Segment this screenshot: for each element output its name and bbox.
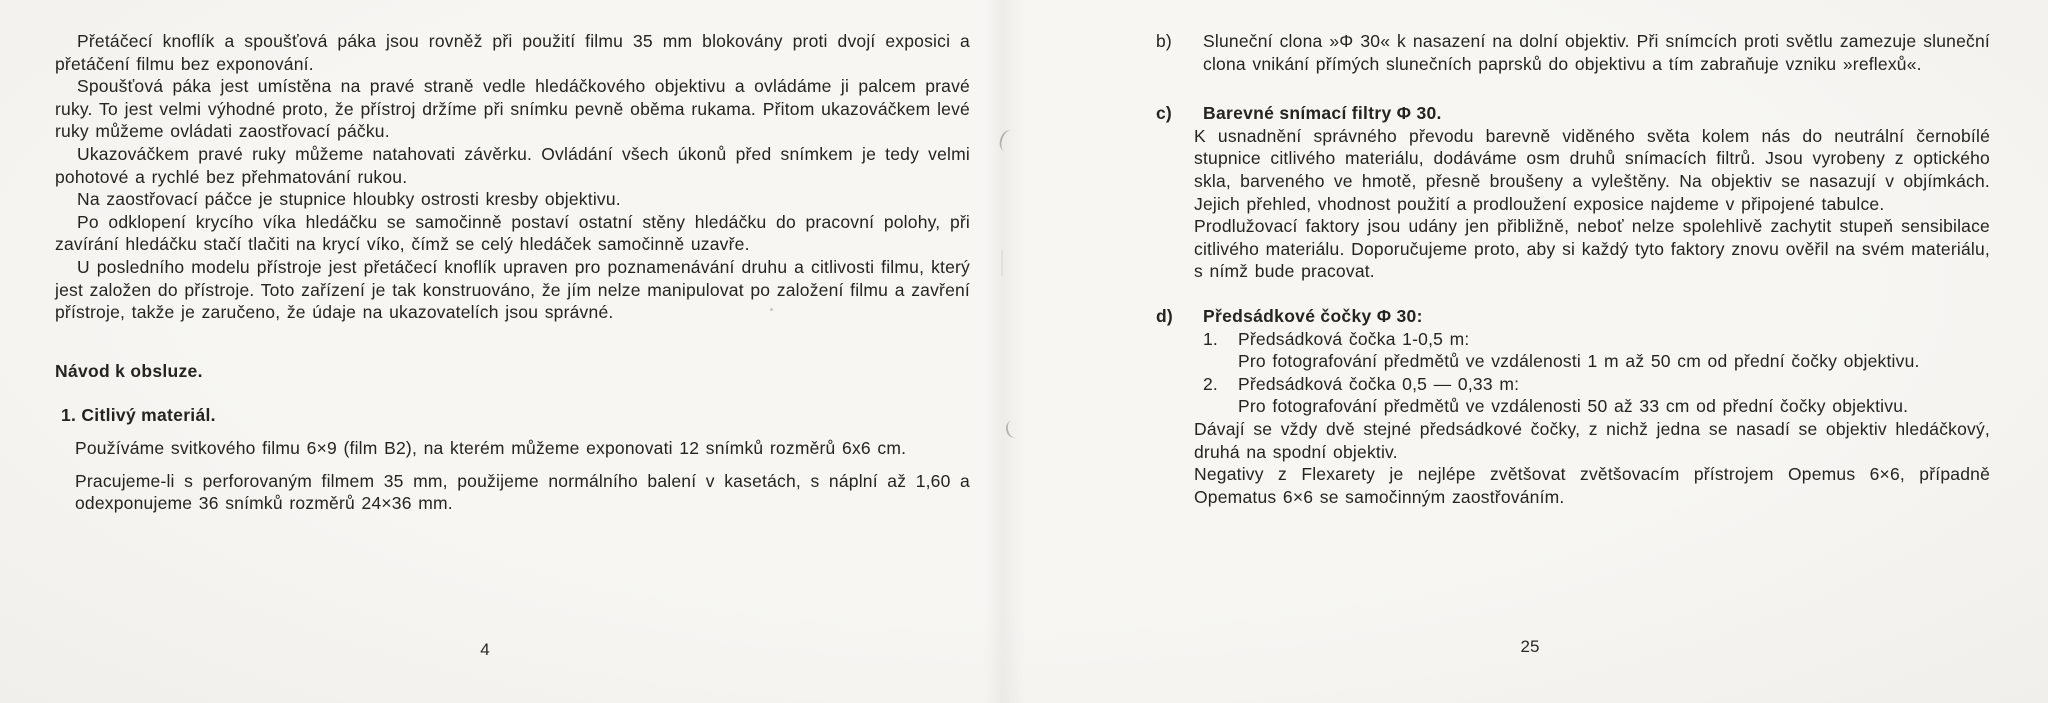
list-item-text: Pro fotografování předmětů ve vzdálenosti 1 m až 50 cm od přední čočky objektivu.	[1238, 351, 1920, 372]
list-item-number: 2.	[1203, 373, 1218, 394]
list-item-number: 1.	[1203, 328, 1218, 349]
item-c	[1158, 102, 1990, 283]
list-item-title: Předsádková čočka 1-0,5 m:	[1238, 328, 1470, 349]
section-heading: Návod k obsluze.	[55, 360, 203, 381]
item-heading: Předsádkové čočky Φ 30:	[1203, 305, 1423, 326]
list-item	[1203, 328, 1990, 373]
subsection-heading: 1. Citlivý materiál.	[61, 405, 216, 426]
list-item-title: Předsádková čočka 0,5 — 0,33 m:	[1238, 373, 1520, 394]
page-number: 4	[480, 640, 490, 659]
paragraph: K usnadnění správného převodu barevně viděného světa kolem nás do neutrální černobílé stupnice citlivého materiálu, dodáváme osm druhů snímacích filtrů. Jsou vyrobeny z optického skla, barveného ve hmotě, přesně broušeny a vyleštěny. Na objektiv se nasazují v objímkách. Jejich přehled, vhodnost použití a prodloužení exposice najdeme v připojené tabulce.	[1194, 125, 1990, 214]
subsection-body	[75, 437, 970, 515]
paragraph: Prodlužovací faktory jsou udány jen přibližně, neboť nelze spolehlivě zachytit stupeň sensibilace citlivého materiálu. Doporučujeme proto, aby si každý tyto faktory znovu ověřil na svém materiálu, s nímž bude pracovat.	[1194, 216, 1990, 282]
list-item-text: Pro fotografování předmětů ve vzdálenosti 50 až 33 cm od přední čočky objektivu.	[1238, 396, 1909, 417]
numbered-list	[1203, 328, 1990, 418]
page-gutter-shadow	[985, 0, 1025, 703]
paragraph: Přetáčecí knoflík a spoušťová páka jsou rovněž při použití filmu 35 mm blokovány proti dvojí exposici a přetáčení filmu bez exponování.	[55, 31, 970, 74]
list-item	[1203, 373, 1990, 418]
item-label: d)	[1156, 305, 1173, 326]
item-body	[1158, 125, 1990, 283]
scan-speck	[1001, 250, 1003, 276]
right-page	[1158, 30, 1990, 508]
page-number: 25	[1520, 637, 1540, 656]
left-page	[55, 30, 970, 515]
paragraph: Ukazováčkem pravé ruky můžeme natahovati závěrku. Ovládání všech úkonů před snímkem je tedy velmi pohotové a rychlé bez přehmatování rukou.	[55, 143, 970, 187]
item-body	[1158, 418, 1990, 508]
item-label: b)	[1156, 31, 1172, 51]
item-text: Sluneční clona »Φ 30« k nasazení na dolní objektiv. Při snímcích proti světlu zamezuje sluneční clona vnikání přímých slunečních paprsků do objektivu a tím zabraňuje vzniku »reflexů«.	[1203, 31, 1990, 74]
item-d	[1158, 305, 1990, 508]
paragraph: Po odklopení krycího víka hledáčku se samočinně postaví ostatní stěny hledáčku do pracovní polohy, při zavírání hledáčku stačí tlačiti na krycí víko, čímž se celý hledáček samočinně uzavře.	[55, 211, 970, 255]
paragraph: Na zaostřovací páčce je stupnice hloubky ostrosti kresby objektivu.	[77, 189, 621, 210]
paragraph: Spoušťová páka jest umístěna na pravé straně vedle hledáčkového objektivu a ovládáme ji palcem pravé ruky. To jest velmi výhodné proto, že přístroj držíme při snímku pevně oběma rukama. Přitom ukazováčkem levé ruky můžeme ovládati zaostřovací páčku.	[55, 76, 970, 142]
paragraph: U posledního modelu přístroje jest přetáčecí knoflík upraven pro poznamenávání druhu a citlivosti filmu, který jest založen do přístroje. Toto zařízení je tak konstruováno, že jím nelze manipulovat po založení filmu a zavření přístroje, takže je zaručeno, že údaje na ukazovatelích jsou správné.	[55, 256, 970, 323]
paragraph: Pracujeme-li s perforovaným filmem 35 mm, použijeme normálního balení v kasetách, s náplní až 1,60 a odexponujeme 36 snímků rozměrů 24×36 mm.	[75, 470, 970, 514]
paragraph: Dávají se vždy dvě stejné předsádkové čočky, z nichž jedna se nasadí se objektiv hledáčkový, druhá na spodní objektiv.	[1194, 418, 1990, 462]
item-b	[1158, 30, 1990, 75]
item-label: c)	[1156, 103, 1172, 124]
paragraph: Negativy z Flexarety je nejlépe zvětšovat zvětšovacím přístrojem Opemus 6×6, případně Opematus 6×6 se samočinným zaostřováním.	[1194, 464, 1990, 507]
paragraph: Používáme svitkového filmu 6×9 (film B2), na kterém můžeme exponovati 12 snímků rozměrů 6x6 cm.	[75, 437, 907, 458]
item-heading: Barevné snímací filtry Φ 30.	[1203, 103, 1442, 124]
